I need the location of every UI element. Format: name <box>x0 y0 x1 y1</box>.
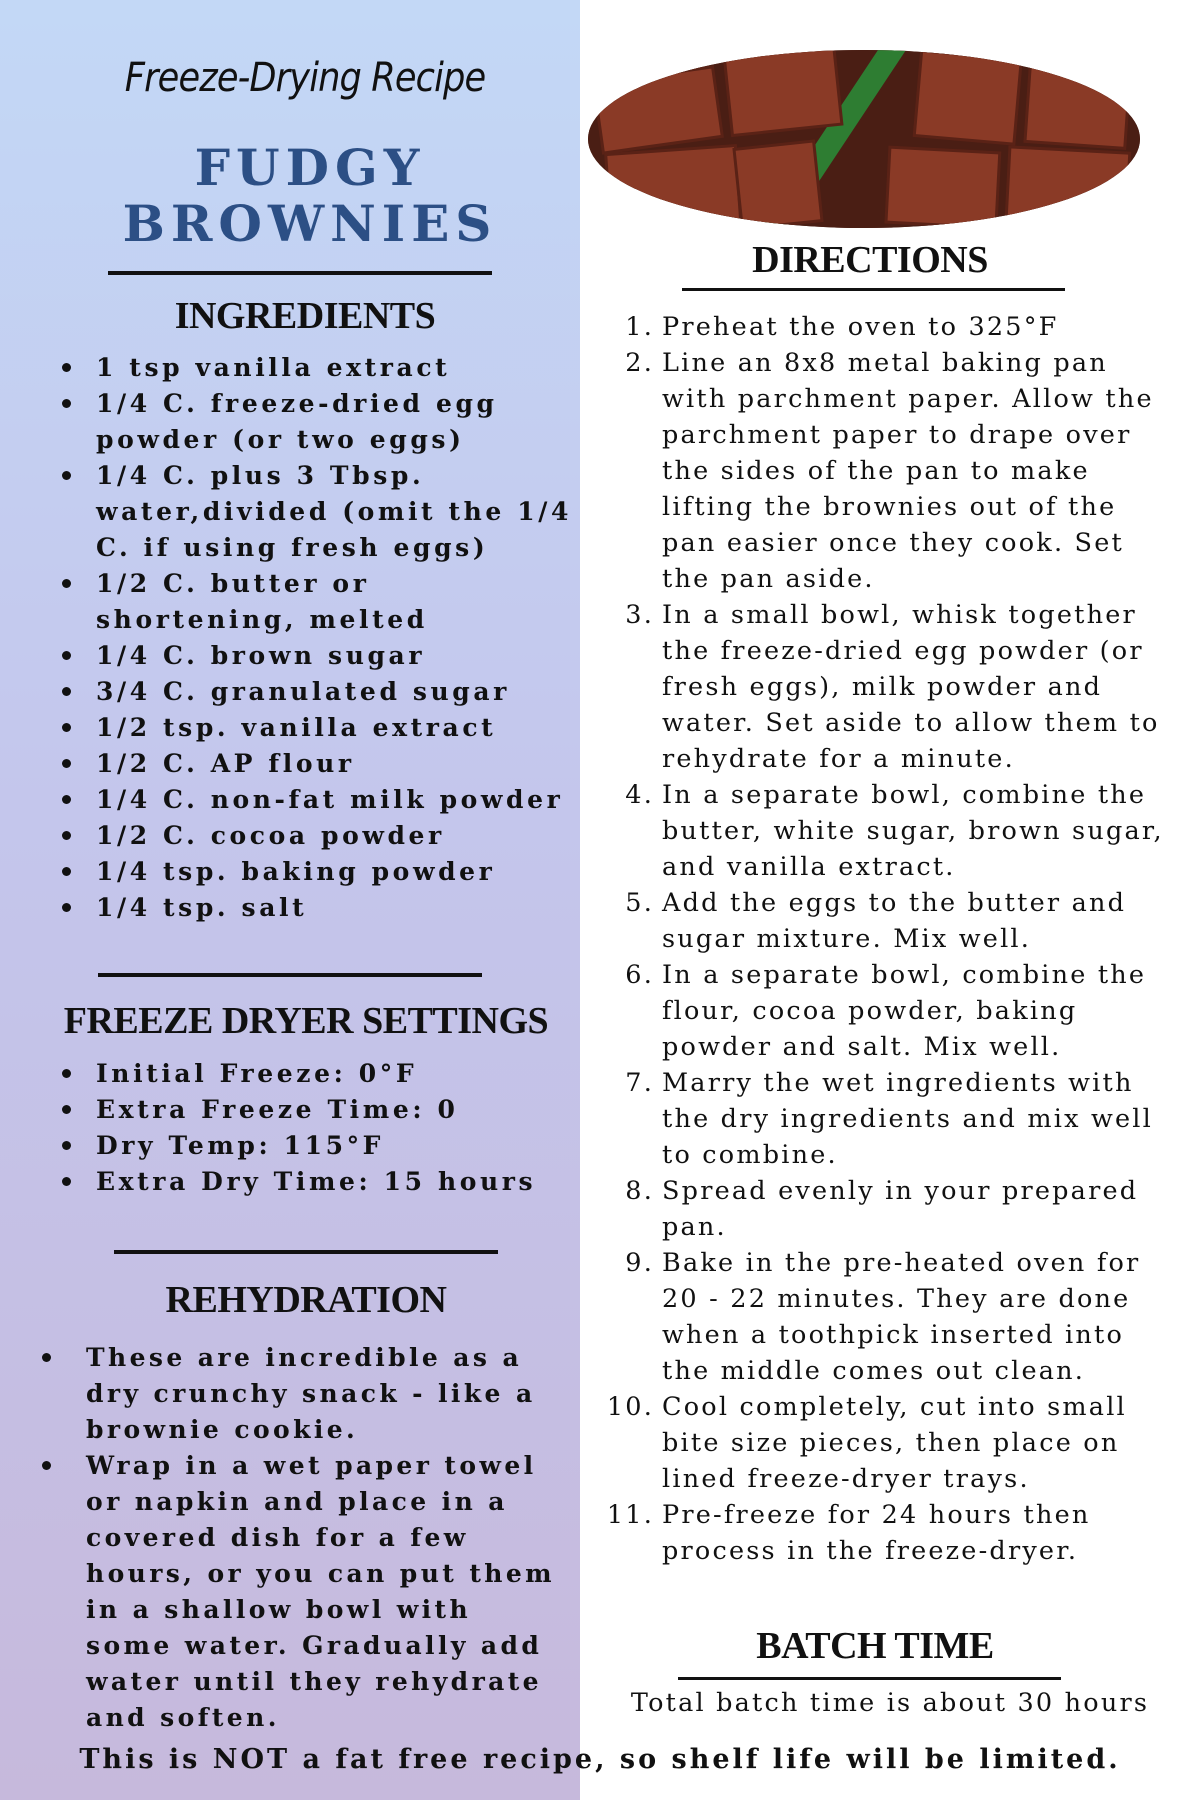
rehydration-item: Wrap in a wet paper towel or napkin and place in a covered dish for a few hours, or you can put them in a shallow bowl with some water. Gradually add water until they rehydrate and soften. <box>50 1448 560 1736</box>
step-text: Line an 8x8 metal baking pan with parchment paper. Allow the parchment paper to drape over the sides of the pan to make lifting the brownies out of the pan easier once they cook. Set the pan aside. <box>662 348 1154 594</box>
step-number: 9. <box>625 1248 654 1278</box>
step-number: 8. <box>625 1176 654 1206</box>
ingredient-item: 1/4 C. non-fat milk powder <box>60 782 580 818</box>
step-text: Pre-freeze for 24 hours then process in the freeze-dryer. <box>662 1500 1091 1566</box>
recipe-title <box>0 140 620 252</box>
direction-step <box>612 1245 1172 1389</box>
ingredient-item: 3/4 C. granulated sugar <box>60 674 580 710</box>
direction-step <box>612 1173 1172 1245</box>
step-number: 6. <box>625 960 654 990</box>
ingredient-item: 1/2 C. butter or shortening, melted <box>60 566 580 638</box>
direction-step <box>606 1389 1172 1497</box>
recipe-title-line2: BROWNIES <box>122 194 498 253</box>
step-number: 10. <box>606 1392 654 1422</box>
ingredients-heading: INGREDIENTS <box>174 295 436 337</box>
brownies-photo <box>588 50 1140 228</box>
direction-step <box>606 1497 1172 1569</box>
footer-note: This is NOT a fat free recipe, so shelf life will be limited. <box>79 1744 1121 1775</box>
ingredient-item: 1/2 C. AP flour <box>60 746 580 782</box>
setting-item: Extra Dry Time: 15 hours <box>60 1164 580 1200</box>
step-text: Cool completely, cut into small bite size pieces, then place on lined freeze-dryer trays. <box>662 1392 1127 1494</box>
ingredient-item: 1/4 tsp. salt <box>60 890 580 926</box>
step-number: 2. <box>625 348 654 378</box>
ingredient-item: 1/4 C. brown sugar <box>60 638 580 674</box>
setting-item: Extra Freeze Time: 0 <box>60 1092 580 1128</box>
ingredients-list <box>60 350 580 926</box>
rehydration-heading: REHYDRATION <box>165 1279 447 1321</box>
setting-item: Initial Freeze: 0°F <box>60 1056 580 1092</box>
step-number: 3. <box>625 600 654 630</box>
step-text: In a separate bowl, combine the butter, white sugar, brown sugar, and vanilla extract. <box>662 780 1164 882</box>
step-text: Bake in the pre-heated oven for 20 - 22 minutes. They are done when a toothpick inserted into the middle comes out clean. <box>662 1248 1141 1386</box>
direction-step <box>612 345 1172 597</box>
step-number: 11. <box>606 1500 654 1530</box>
step-number: 5. <box>625 888 654 918</box>
step-text: Preheat the oven to 325°F <box>662 312 1059 342</box>
batch-time-divider <box>678 1677 1061 1680</box>
directions-heading: DIRECTIONS <box>752 239 988 281</box>
direction-step <box>612 1065 1172 1173</box>
recipe-subtitle: Freeze-Drying Recipe <box>124 55 486 101</box>
batch-time-heading: BATCH TIME <box>756 1625 994 1667</box>
directions-divider <box>682 288 1065 291</box>
rehydration-list <box>50 1340 560 1736</box>
step-number: 7. <box>625 1068 654 1098</box>
step-number: 4. <box>625 780 654 810</box>
direction-step <box>612 597 1172 777</box>
settings-divider <box>114 1250 498 1254</box>
title-divider <box>108 271 492 275</box>
ingredient-item: 1/4 tsp. baking powder <box>60 854 580 890</box>
step-text: Spread evenly in your prepared pan. <box>662 1176 1139 1242</box>
step-text: Marry the wet ingredients with the dry ingredients and mix well to combine. <box>662 1068 1154 1170</box>
direction-step <box>612 957 1172 1065</box>
step-text: In a small bowl, whisk together the freeze-dried egg powder (or fresh eggs), milk powder and water. Set aside to allow them to rehydrate for a minute. <box>662 600 1160 774</box>
ingredient-item: 1/4 C. plus 3 Tbsp. water,divided (omit the 1/4 C. if using fresh eggs) <box>60 458 580 566</box>
recipe-title-line1: FUDGY <box>194 138 426 197</box>
batch-time-text: Total batch time is about 30 hours <box>630 1688 1150 1718</box>
setting-item: Dry Temp: 115°F <box>60 1128 580 1164</box>
settings-list <box>60 1056 580 1200</box>
direction-step <box>612 309 1172 345</box>
ingredient-item: 1/4 C. freeze-dried egg powder (or two eggs) <box>60 386 580 458</box>
ingredient-item: 1 tsp vanilla extract <box>60 350 580 386</box>
brownies-photo-icon <box>588 50 1140 228</box>
settings-heading: FREEZE DRYER SETTINGS <box>63 1000 549 1042</box>
ingredient-item: 1/2 C. cocoa powder <box>60 818 580 854</box>
directions-list <box>606 309 1172 1569</box>
rehydration-item: These are incredible as a dry crunchy snack - like a brownie cookie. <box>50 1340 560 1448</box>
ingredient-item: 1/2 tsp. vanilla extract <box>60 710 580 746</box>
ingredients-divider <box>98 973 482 977</box>
direction-step <box>612 777 1172 885</box>
direction-step <box>612 885 1172 957</box>
step-text: In a separate bowl, combine the flour, cocoa powder, baking powder and salt. Mix well. <box>662 960 1147 1062</box>
step-text: Add the eggs to the butter and sugar mixture. Mix well. <box>662 888 1127 954</box>
step-number: 1. <box>625 312 654 342</box>
